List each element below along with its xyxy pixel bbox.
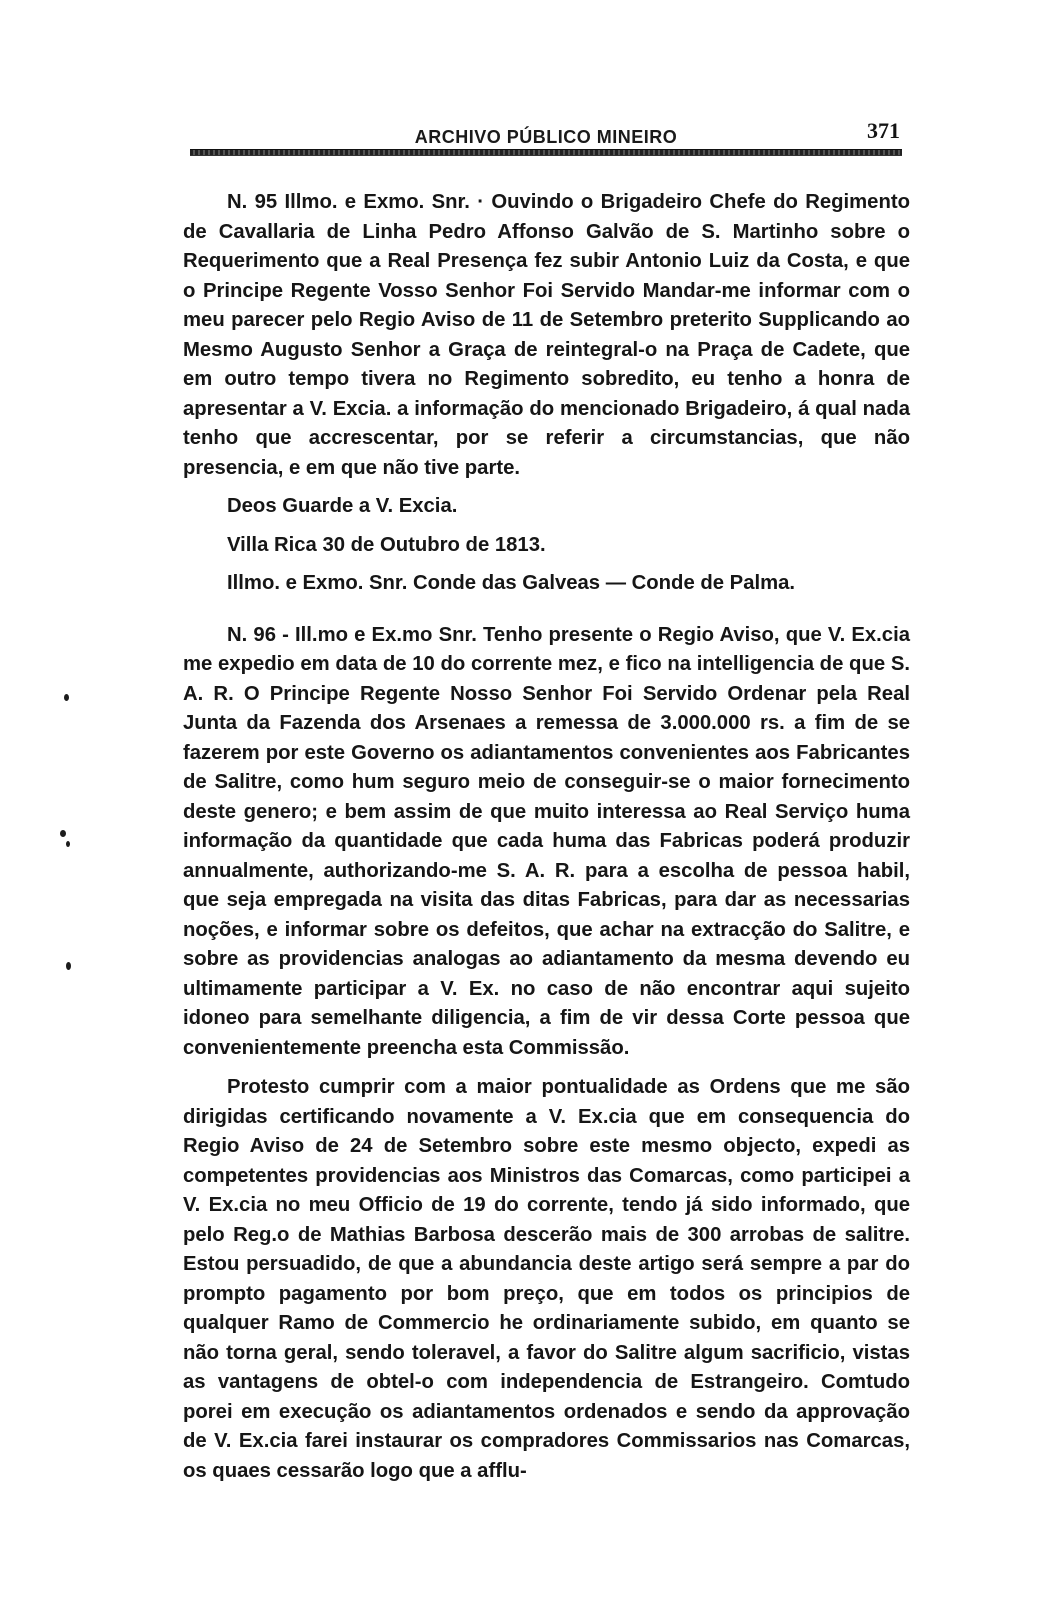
page-header — [190, 118, 902, 148]
margin-speck — [64, 694, 69, 701]
header-rule — [190, 149, 902, 156]
margin-speck — [66, 841, 70, 847]
document-body — [183, 188, 910, 1486]
running-title: ARCHIVO PÚBLICO MINEIRO — [414, 127, 678, 147]
letter-96-body-continued: Protesto cumprir com a maior pontualidade as Ordens que me são dirigidas certificando novamente a V. Ex.cia que em consequencia do Regio Aviso de 24 de Setembro sobre este mesmo objecto, expedi as competentes providencias aos Ministros das Comarcas, como participei a V. Ex.cia no meu Officio de 19 do corrente, tendo já sido informado, que pelo Reg.o de Mathias Barbosa descerão mais de 300 arrobas de salitre. Estou persuadido, de que a abundancia deste artigo será sempre a par do prompto pagamento por bom preço, que em todos os principios de qualquer Ramo de Commercio he ordinariamente subido, em quanto se não torna geral, sendo toleravel, a favor do Salitre algum sacrificio, vistas as vantagens de obtel-o com independencia de Estrangeiro. Comtudo porei em execução os adiantamentos ordenados e sendo da approvação de V. Ex.cia farei instaurar os compradores Commissarios nas Comarcas, os quaes cessarão logo que a afflu- — [183, 1076, 910, 1482]
letter-96-body: N. 96 - Ill.mo e Ex.mo Snr. Tenho presente o Regio Aviso, que V. Ex.cia me expedio em data de 10 do corrente mez, e fico na intelligencia de que S. A. R. O Principe Regente Nosso Senhor Foi Servido Ordenar pela Real Junta da Fazenda dos Arsenaes a remessa de 3.000.000 rs. a fim de se fazerem por este Governo os adiantamentos convenientes aos Fabricantes de Salitre, como hum seguro meio de conseguir-se o maior fornecimento deste genero; e bem assim de que muito interessa ao Real Serviço huma informação da quantidade que cada huma das Fabricas poderá produzir annualmente, authorizando-me S. A. R. para a escolha de pessoa habil, que seja empregada na visita das ditas Fabricas, para dar as necessarias noções, e informar sobre os defeitos, que achar na extracção do Salitre, e sobre as providencias analogas ao adiantamento da mesma devendo eu ultimamente participar a V. Ex. no caso de não encontrar aqui sujeito idoneo para semelhante diligencia, a fim de vir dessa Corte pessoa que convenientemente preencha esta Commissão. — [183, 623, 910, 1059]
page-number: 371 — [867, 118, 900, 143]
margin-speck — [66, 962, 71, 970]
margin-speck — [60, 830, 66, 837]
letter-95-place-date: Villa Rica 30 de Outubro de 1813. — [227, 533, 546, 556]
letter-95-closing: Deos Guarde a V. Excia. — [227, 495, 458, 517]
letter-95-body: N. 95 Illmo. e Exmo. Snr. · Ouvindo o Brigadeiro Chefe do Regimento de Cavallaria de Linha Pedro Affonso Galvão de S. Martinho sobre o Requerimento que a Real Presença fez subir Antonio Luiz da Costa, e que o Principe Regente Vosso Senhor Foi Servido Mandar-me informar com o meu parecer pelo Regio Aviso de 11 de Setembro preterito Supplicando ao Mesmo Augusto Senhor a Graça de reintegral-o na Praça de Cadete, que em outro tempo tivera no Regimento sobredito, eu tenho a honra de apresentar a V. Excia. a informação do mencionado Brigadeiro, á qual nada tenho que accrescentar, por se referir a circumstancias, que não presencia, e em que não tive parte. — [183, 191, 910, 479]
letter-95-addressee: Illmo. e Exmo. Snr. Conde das Galveas — Conde de Palma. — [227, 572, 796, 594]
